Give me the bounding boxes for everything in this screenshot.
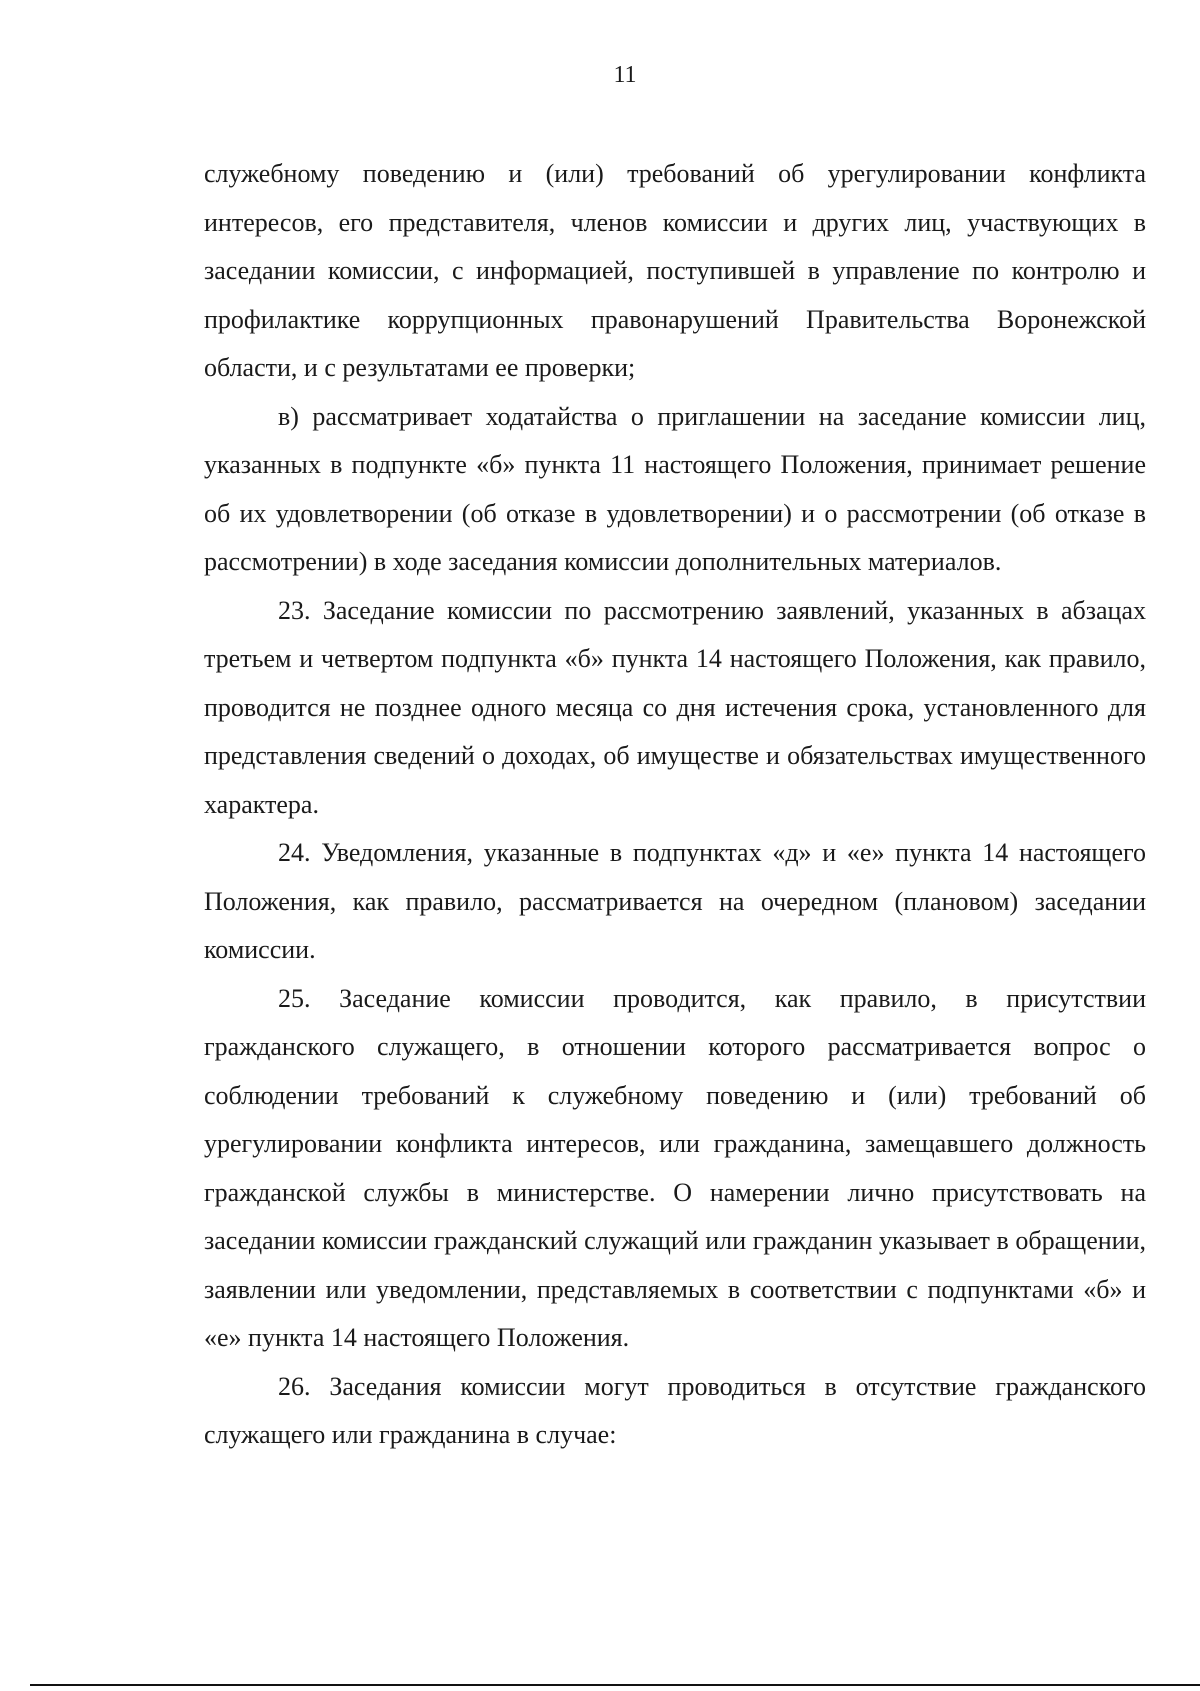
paragraph-item-v: в) рассматривает ходатайства о приглашении на заседание комиссии лиц, указанных в подпункте «б» пункта 11 настоящего Положения, принимает решение об их удовлетворении (об отказе в удовлетворении) и о рассмотрении (об отказе в рассмотрении) в ходе заседания комиссии дополнительных материалов. [204,401,1146,576]
paragraph-25: 25. Заседание комиссии проводится, как правило, в присутствии гражданского служащего, в отношении которого рассматривается вопрос о соблюдении требований к служебному поведению и (или) требований об урегулировании конфликта интересов, или гражданина, замещавшего должность гражданской службы в министерстве. О намерении лично присутствовать на заседании комиссии гражданский служащий или гражданин указывает в обращении, заявлении или уведомлении, представляемых в соответствии с подпунктами «б» и «е» пункта 14 настоящего Положения. [204,983,1146,1352]
paragraph-26: 26. Заседания комиссии могут проводиться в отсутствие гражданского служащего или гражданина в случае: [204,1371,1146,1449]
page-number: 11 [613,62,637,88]
paragraph-continuation: служебному поведению и (или) требований об урегулировании конфликта интересов, его представителя, членов комиссии и других лиц, участвующих в заседании комиссии, с информацией, поступившей в управление по контролю и профилактике коррупционных правонарушений Правительства Воронежской области, и с результатами ее проверки; [204,159,1146,382]
page-bottom-rule [30,1684,1200,1686]
paragraph-23: 23. Заседание комиссии по рассмотрению заявлений, указанных в абзацах третьем и четвертом подпункта «б» пункта 14 настоящего Положения, как правило, проводится не позднее одного месяца со дня истечения срока, установленного для представления сведений о доходах, об имуществе и обязательствах имущественного характера. [204,595,1146,819]
document-body [204,150,1146,1460]
paragraph-24: 24. Уведомления, указанные в подпунктах «д» и «е» пункта 14 настоящего Положения, как правило, рассматривается на очередном (плановом) заседании комиссии. [204,838,1146,964]
